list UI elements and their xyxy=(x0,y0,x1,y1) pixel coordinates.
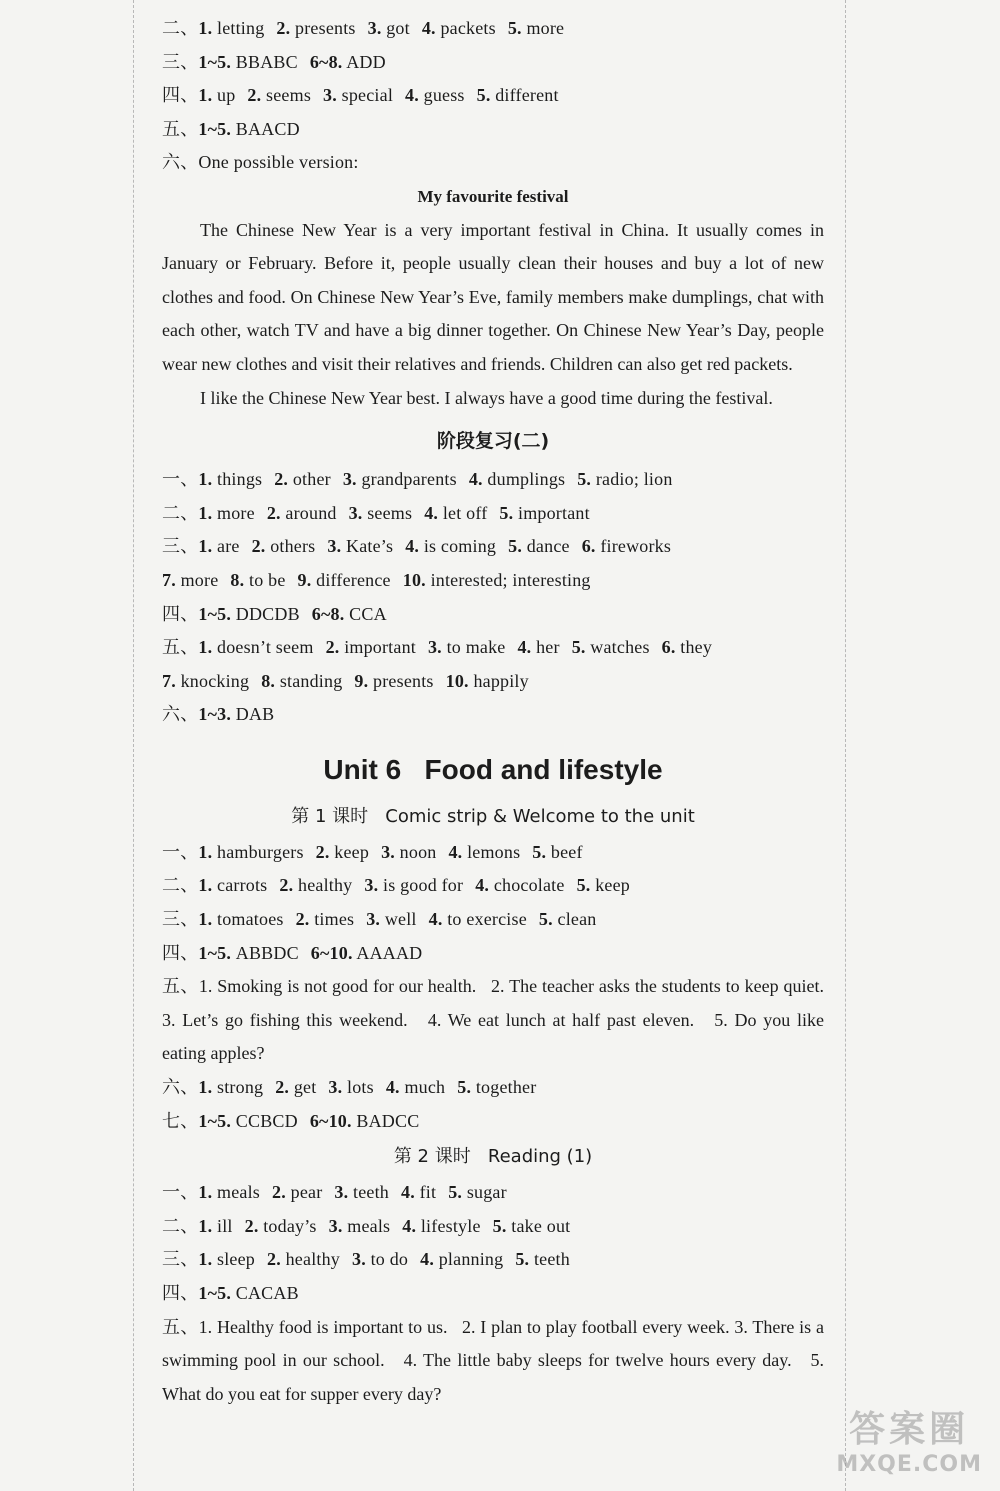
answer-value: Kate’s xyxy=(346,536,394,557)
answer-value: presents xyxy=(295,18,356,38)
section-heading: 阶段复习(二) xyxy=(436,430,550,453)
answer-value: around xyxy=(285,502,337,523)
answer-content xyxy=(162,12,838,1411)
answer-value: seems xyxy=(266,85,312,106)
question-number: 5. xyxy=(476,85,491,106)
question-number: 4. xyxy=(428,909,443,930)
question-number: 3. xyxy=(348,502,363,523)
answer-value: CCBCD xyxy=(235,1110,298,1131)
question-number: 5. xyxy=(508,536,523,557)
answer-value: others xyxy=(270,536,316,557)
question-number: 6~10. xyxy=(310,942,353,963)
watermark xyxy=(836,1401,982,1477)
question-number: 3. xyxy=(364,875,379,896)
question-number: 3. xyxy=(352,1249,366,1270)
lesson-title: 第 1 课时 Comic strip & Welcome to the unit xyxy=(291,805,695,827)
question-number: 1. xyxy=(198,1215,213,1236)
question-number: 1~5. xyxy=(198,1283,232,1303)
answer-value: lifestyle xyxy=(420,1215,481,1236)
answer-line xyxy=(162,497,824,531)
question-number: 6. xyxy=(661,637,676,658)
answer-value: happily xyxy=(473,670,529,691)
question-number: 2. xyxy=(274,469,289,490)
question-number: 2. xyxy=(267,1249,281,1270)
answer-line xyxy=(162,463,824,497)
lesson1-answers xyxy=(162,836,824,970)
answer-value: take out xyxy=(511,1215,571,1236)
answer-line xyxy=(162,1243,824,1277)
question-number: 6~8. xyxy=(311,603,345,624)
essay-paragraph: I like the Chinese New Year best. I always have a good time during the festival. xyxy=(200,387,773,408)
answer-value: fit xyxy=(419,1182,437,1203)
answer-value: teeth xyxy=(353,1182,389,1203)
lesson1-answers-cont xyxy=(162,1071,824,1138)
answer-value: more xyxy=(217,502,255,523)
question-number: 10. xyxy=(402,569,426,590)
question-group-label: 一、 xyxy=(162,1182,199,1203)
question-number: 3. xyxy=(342,469,357,490)
question-number: 5. xyxy=(492,1215,507,1236)
answer-line xyxy=(162,665,824,699)
answer-value: planning xyxy=(438,1249,504,1270)
watermark-logo: 答案圈 xyxy=(849,1409,970,1450)
question-number: 4. xyxy=(401,1182,415,1203)
answer-value: CCA xyxy=(349,603,387,624)
answer-value: is good for xyxy=(383,875,464,896)
question-group-label: 一、 xyxy=(162,841,199,862)
question-number: 1~5. xyxy=(198,118,232,139)
answer-line xyxy=(162,1210,824,1244)
answer-value: keep xyxy=(595,875,630,896)
sentence-answers: 五、1. Smoking is not good for our health. 2. The teacher asks the students to keep quiet. 3. Let’s go fishing this weekend. 4. We eat lunch at half past eleven. 5. Do you like eating apples? xyxy=(162,976,838,1064)
question-number: 4. xyxy=(468,469,483,490)
answer-value: much xyxy=(404,1077,446,1098)
question-number: 2. xyxy=(247,85,262,106)
question-number: 5. xyxy=(457,1077,472,1098)
answer-line xyxy=(162,598,824,632)
answer-line xyxy=(162,1071,824,1105)
answer-value: BADCC xyxy=(356,1110,420,1131)
question-group-label: 一、 xyxy=(162,469,199,490)
answer-text: One possible version: xyxy=(198,152,359,173)
answer-value: meals xyxy=(347,1215,391,1236)
question-number: 1. xyxy=(198,1077,213,1098)
answer-line xyxy=(162,937,824,971)
question-number: 3. xyxy=(327,536,342,557)
lesson2-answers xyxy=(162,1176,824,1310)
answer-value: grandparents xyxy=(361,469,457,490)
answer-line xyxy=(162,12,824,46)
question-number: 3. xyxy=(328,1215,343,1236)
answer-line xyxy=(162,564,824,598)
answer-value: clean xyxy=(557,909,597,930)
answer-value: interested; interesting xyxy=(430,569,591,590)
answer-value: up xyxy=(217,85,236,106)
answer-value: knocking xyxy=(180,670,250,691)
question-number: 3. xyxy=(367,18,382,38)
answer-value: things xyxy=(217,469,263,490)
answer-line xyxy=(162,631,824,665)
answer-value: doesn’t seem xyxy=(217,637,314,658)
answer-value: pear xyxy=(290,1182,323,1203)
question-group-label: 三、 xyxy=(162,1249,199,1270)
answer-value: chocolate xyxy=(493,875,565,896)
question-number: 4. xyxy=(385,1077,400,1098)
question-number: 4. xyxy=(405,536,420,557)
answer-value: dumplings xyxy=(487,469,566,490)
answer-value: letting xyxy=(217,18,265,38)
answer-line xyxy=(162,1105,824,1139)
question-number: 3. xyxy=(381,841,395,862)
watermark-url: MXQE.COM xyxy=(836,1452,982,1477)
question-number: 4. xyxy=(402,1215,417,1236)
question-number: 5. xyxy=(507,18,522,38)
question-group-label: 二、 xyxy=(162,502,199,523)
answer-value: they xyxy=(680,637,713,658)
answer-value: teeth xyxy=(533,1249,570,1270)
question-group-label: 二、 xyxy=(162,875,199,896)
answer-value: packets xyxy=(440,18,496,38)
question-group-label: 三、 xyxy=(162,909,199,930)
answer-value: radio; lion xyxy=(595,469,673,490)
question-number: 2. xyxy=(325,637,340,658)
question-number: 2. xyxy=(295,909,310,930)
answer-value: carrots xyxy=(217,875,268,896)
answer-value: noon xyxy=(399,841,437,862)
right-margin-line xyxy=(845,0,846,1491)
essay-title: My favourite festival xyxy=(417,186,569,206)
answer-value: ill xyxy=(217,1215,233,1236)
question-number: 4. xyxy=(420,1249,435,1270)
question-group-label: 四、 xyxy=(162,942,199,963)
question-number: 2. xyxy=(275,1077,290,1098)
question-number: 5. xyxy=(499,502,514,523)
question-number: 1. xyxy=(198,1249,213,1270)
question-number: 9. xyxy=(354,670,369,691)
question-number: 5. xyxy=(576,875,591,896)
answer-value: DAB xyxy=(235,704,275,725)
question-number: 2. xyxy=(276,18,291,38)
answer-line xyxy=(162,1176,824,1210)
question-number: 10. xyxy=(445,670,469,691)
answer-value: important xyxy=(518,502,590,523)
answer-value: to make xyxy=(446,637,506,658)
question-number: 8. xyxy=(230,569,245,590)
question-group-label: 三、 xyxy=(162,51,199,72)
question-group-label: 四、 xyxy=(162,85,199,106)
sentence-answers: 五、1. Healthy food is important to us. 2. I plan to play football every week. 3. There is a swimming pool in our school. 4. The little baby sleeps for twelve hours every day. 5. What do you eat for supper every day? xyxy=(162,1316,829,1404)
answer-value: BBABC xyxy=(235,51,298,72)
answer-value: special xyxy=(341,85,394,106)
answer-value: sugar xyxy=(466,1182,507,1203)
answer-value: DDCDB xyxy=(235,603,300,624)
answer-value: seems xyxy=(367,502,413,523)
answer-value: other xyxy=(292,469,331,490)
answer-value: more xyxy=(180,569,219,590)
answer-value: together xyxy=(475,1077,537,1098)
answer-value: difference xyxy=(316,569,391,590)
question-number: 7. xyxy=(162,670,176,691)
answer-value: to exercise xyxy=(447,909,527,930)
question-number: 1. xyxy=(198,502,213,523)
question-number: 1~5. xyxy=(198,603,232,624)
answer-value: presents xyxy=(373,670,434,691)
question-number: 9. xyxy=(297,569,312,590)
answer-value: lots xyxy=(347,1077,374,1098)
answer-line xyxy=(162,79,824,113)
answer-line xyxy=(162,698,824,732)
question-number: 1. xyxy=(198,637,213,658)
answer-value: AAAAD xyxy=(356,942,423,963)
answer-value: beef xyxy=(550,841,583,862)
answer-value: healthy xyxy=(298,875,353,896)
question-group-label: 六、 xyxy=(162,704,199,725)
answer-value: standing xyxy=(279,670,343,691)
left-margin-line xyxy=(133,0,134,1491)
question-number: 3. xyxy=(328,1077,343,1098)
unit-title: Unit 6 Food and lifestyle xyxy=(323,753,663,785)
answer-line xyxy=(162,146,824,180)
question-group-label: 六、 xyxy=(162,1077,199,1098)
answer-line xyxy=(162,530,824,564)
question-group-label: 四、 xyxy=(162,603,199,624)
answer-value: BAACD xyxy=(235,118,300,139)
question-number: 7. xyxy=(162,569,176,590)
question-group-label: 三、 xyxy=(162,536,199,557)
question-number: 1. xyxy=(198,909,213,930)
question-group-label: 六、 xyxy=(162,152,199,173)
answer-value: times xyxy=(314,909,355,930)
question-number: 1. xyxy=(198,469,213,490)
answer-value: watches xyxy=(590,637,650,658)
lesson-title: 第 2 课时 Reading (1) xyxy=(393,1146,593,1168)
answer-line xyxy=(162,836,824,870)
question-number: 2. xyxy=(279,875,294,896)
question-number: 5. xyxy=(538,909,553,930)
answer-value: fireworks xyxy=(600,536,672,557)
question-number: 3. xyxy=(334,1182,349,1203)
answer-line xyxy=(162,903,824,937)
question-number: 8. xyxy=(261,670,276,691)
question-number: 2. xyxy=(251,536,266,557)
answer-value: tomatoes xyxy=(217,909,284,930)
answer-value: different xyxy=(495,85,559,106)
answer-value: well xyxy=(384,909,417,930)
question-number: 1. xyxy=(198,536,213,557)
answer-value: hamburgers xyxy=(217,841,304,862)
answer-value: got xyxy=(386,18,410,38)
question-group-label: 四、 xyxy=(162,1283,199,1303)
question-number: 4. xyxy=(424,502,439,523)
answer-value: today’s xyxy=(263,1215,317,1236)
question-number: 5. xyxy=(532,841,547,862)
question-number: 3. xyxy=(323,85,337,106)
review-answers xyxy=(162,463,824,732)
answer-value: strong xyxy=(217,1077,264,1098)
question-group-label: 二、 xyxy=(162,1215,199,1236)
question-number: 1. xyxy=(198,875,213,896)
question-number: 3. xyxy=(427,637,442,658)
question-number: 3. xyxy=(366,909,381,930)
question-number: 1. xyxy=(198,18,213,38)
question-number: 4. xyxy=(421,18,436,38)
answer-line xyxy=(162,1277,824,1311)
question-number: 2. xyxy=(244,1215,259,1236)
answer-value: important xyxy=(344,637,416,658)
answer-line xyxy=(162,46,824,80)
question-group-label: 五、 xyxy=(162,637,199,658)
answer-line xyxy=(162,869,824,903)
answer-value: ADD xyxy=(346,51,386,72)
question-number: 2. xyxy=(315,841,330,862)
question-group-label: 七、 xyxy=(162,1110,199,1131)
question-number: 6. xyxy=(581,536,596,557)
question-number: 4. xyxy=(405,85,419,106)
question-group-label: 五、 xyxy=(162,118,199,139)
answer-value: healthy xyxy=(285,1249,340,1270)
answer-value: meals xyxy=(217,1182,261,1203)
question-number: 2. xyxy=(266,502,281,523)
answer-value: are xyxy=(217,536,240,557)
answer-value: lemons xyxy=(467,841,521,862)
question-number: 6~8. xyxy=(309,51,343,72)
question-number: 1. xyxy=(198,1182,213,1203)
section-prev-answers xyxy=(162,12,824,180)
question-number: 5. xyxy=(448,1182,463,1203)
question-number: 6~10. xyxy=(309,1110,352,1131)
question-number: 4. xyxy=(475,875,490,896)
question-number: 4. xyxy=(448,841,463,862)
answer-value: ABBDC xyxy=(235,942,299,963)
answer-value: get xyxy=(293,1077,317,1098)
question-number: 5. xyxy=(571,637,586,658)
question-number: 2. xyxy=(272,1182,286,1203)
question-number: 1~5. xyxy=(198,1110,232,1131)
answer-value: keep xyxy=(334,841,370,862)
answer-value: to do xyxy=(370,1249,409,1270)
answer-value: to be xyxy=(249,569,286,590)
answer-value: CACAB xyxy=(235,1283,299,1303)
answer-value: guess xyxy=(423,85,465,106)
question-number: 5. xyxy=(515,1249,530,1270)
question-number: 1. xyxy=(198,85,213,106)
answer-value: dance xyxy=(526,536,570,557)
essay-paragraph: The Chinese New Year is a very important festival in China. It usually comes in January or February. Before it, people usually clean their houses and buy a lot of new clothes and food. On Chinese New Year’s Eve, family members make dumplings, chat with each other, watch TV and have a big dinner together. On Chinese New Year’s Day, people wear new clothes and visit their relatives and friends. Children can also get red packets. xyxy=(162,219,824,374)
answer-value: is coming xyxy=(423,536,497,557)
answer-line xyxy=(162,113,824,147)
question-number: 1~5. xyxy=(198,942,232,963)
answer-value: more xyxy=(526,18,565,38)
answer-value: sleep xyxy=(217,1249,255,1270)
question-number: 1~5. xyxy=(198,51,232,72)
question-number: 5. xyxy=(577,469,592,490)
question-group-label: 二、 xyxy=(162,18,199,38)
answer-value: her xyxy=(536,637,560,658)
question-number: 1. xyxy=(198,841,213,862)
question-number: 4. xyxy=(517,637,532,658)
question-number: 1~3. xyxy=(198,704,232,725)
answer-value: let off xyxy=(442,502,488,523)
